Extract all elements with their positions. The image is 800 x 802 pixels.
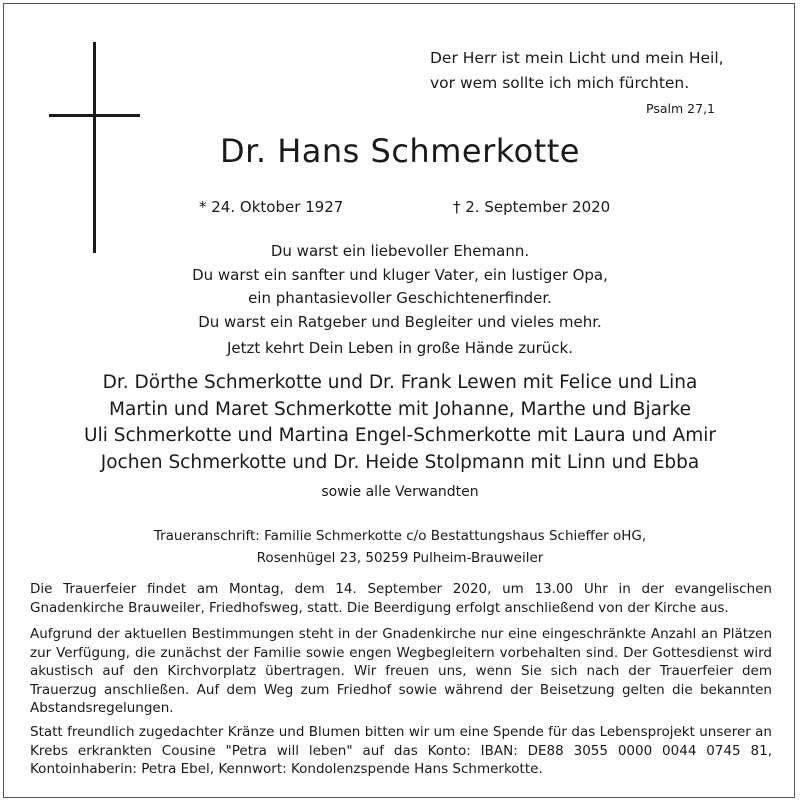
poem-line: Du warst ein liebevoller Ehemann. [270, 242, 530, 260]
address-line: Rosenhügel 23, 50259 Pulheim-Brauweiler [256, 550, 544, 566]
mourner-line: Martin und Maret Schmerkotte mit Johanne, Marthe und Bjarke [109, 398, 691, 420]
mourner-line: Dr. Dörthe Schmerkotte und Dr. Frank Lewen mit Felice und Lina [102, 372, 698, 393]
regulations-paragraph: Aufgrund der aktuellen Bestimmungen steht in der Gnadenkirche nur eine eingeschränkte Anzahl an Plätzen zur Verfügung, die zunächst der Familie sowie engen Wegbegleitern vorbehalten sind. Der Gottesdienst wird akustisch auf den Kirchvorplatz übertragen. Wir freuen uns, wenn Sie sich nach der Trauerfeier dem Trauerzug anschließen. Auf dem Weg zum Friedhof sowie während der Beisetzung gelten die bekannten Abstandsregelungen. [30, 626, 772, 716]
memorial-poem [0, 240, 800, 361]
poem-line: Du warst ein sanfter und kluger Vater, ein lustiger Opa, [192, 265, 608, 284]
verse-line: Der Herr ist mein Licht und mein Heil, [430, 49, 724, 67]
address-line: Traueranschrift: Familie Schmerkotte c/o Bestattungshaus Schieffer oHG, [153, 528, 647, 544]
death-date: † 2. September 2020 [453, 198, 611, 216]
poem-line: Du warst ein Ratgeber und Begleiter und vieles mehr. [198, 312, 602, 331]
poem-line: Jetzt kehrt Dein Leben in große Hände zurück. [226, 339, 573, 357]
poem-line: ein phantasievoller Geschichtenerfinder. [248, 289, 552, 307]
mourning-address [0, 525, 800, 569]
ceremony-paragraph: Die Trauerfeier findet am Montag, dem 14. September 2020, um 13.00 Uhr in der evangelischen Gnadenkirche Brauweiler, Friedhofsweg, statt. Die Beerdigung erfolgt anschließend von der Kirche aus. [30, 581, 772, 616]
mourner-line: Jochen Schmerkotte und Dr. Heide Stolpmann mit Linn und Ebba [100, 451, 700, 473]
verse-source: Psalm 27,1 [646, 101, 715, 116]
bible-verse [430, 46, 724, 96]
mourners-list [0, 370, 800, 476]
mourner-line: Uli Schmerkotte und Martina Engel-Schmerkotte mit Laura und Amir [84, 425, 716, 446]
birth-date: * 24. Oktober 1927 [199, 198, 344, 216]
verse-line: vor wem sollte ich mich fürchten. [430, 74, 690, 92]
donation-paragraph: Statt freundlich zugedachter Kränze und Blumen bitten wir um eine Spende für das Lebensprojekt unserer an Krebs erkrankten Cousine "Petra will leben" auf das Konto: IBAN: DE88 3055 0000 0044 0745 81, Kontoinhaberin: Petra Ebel, Kennwort: Kondolenzspende Hans Schmerkotte. [30, 724, 772, 777]
relatives-line: sowie alle Verwandten [321, 484, 479, 500]
deceased-name: Dr. Hans Schmerkotte [220, 132, 580, 170]
